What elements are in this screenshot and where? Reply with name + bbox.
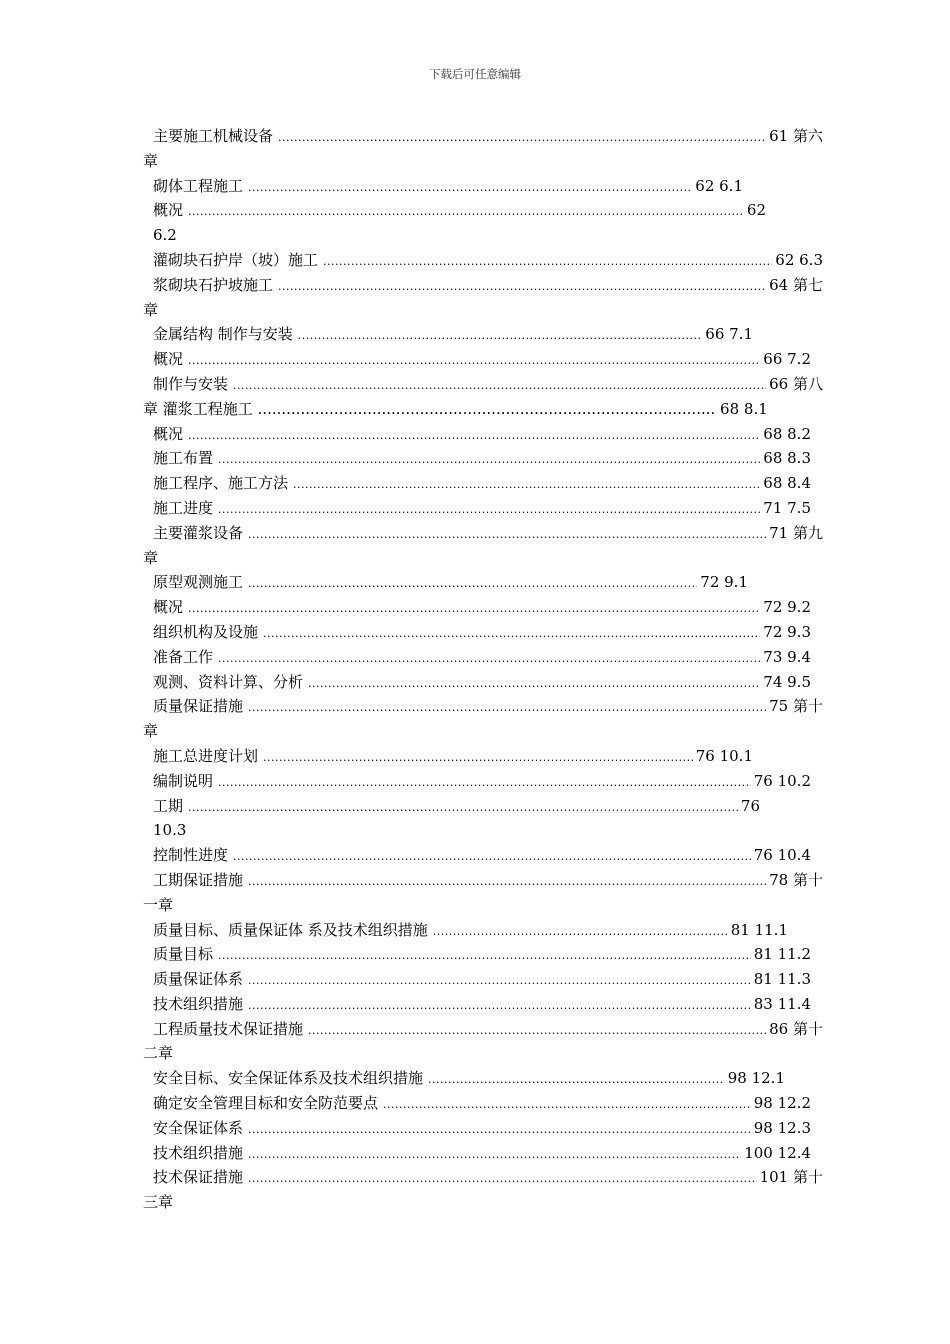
dot-leader xyxy=(278,275,766,298)
toc-entry-page: 76 xyxy=(740,796,760,815)
dot-leader xyxy=(218,448,760,471)
toc-entry xyxy=(143,1066,823,1091)
toc-entry-title: 确定安全管理目标和安全防范要点 xyxy=(153,1094,379,1113)
toc-entry-title: 灌砌块石护岸（坡）施工 xyxy=(153,250,319,269)
toc-entry xyxy=(143,967,823,992)
toc-entry xyxy=(143,496,823,521)
toc-entry-title: 主要施工机械设备 xyxy=(153,127,274,145)
toc-entry-page: 98 12.1 xyxy=(727,1069,785,1088)
toc-entry-title: 砌体工程施工 xyxy=(153,176,244,195)
toc-entry xyxy=(143,744,823,769)
dot-leader xyxy=(218,771,751,794)
toc-entry-title: 概况 xyxy=(153,598,184,617)
toc-continuation-line: 6.2 xyxy=(153,226,177,245)
toc-continuation-line: 章 xyxy=(143,548,159,567)
toc-entry-title: 原型观测施工 xyxy=(153,573,244,592)
dot-leader xyxy=(248,994,751,1017)
dot-leader xyxy=(248,696,766,719)
toc-continuation-line: 章 灌浆工程施工 ................................................................................................ 68 8.1 xyxy=(143,399,768,418)
toc-entry-title: 质量保证措施 xyxy=(153,697,244,716)
dot-leader xyxy=(323,250,772,273)
toc-entry-title: 准备工作 xyxy=(153,647,214,666)
toc-entry-title: 工期 xyxy=(153,796,184,815)
toc-entry-page: 61 第六 xyxy=(769,127,823,145)
toc-continuation-line: 二章 xyxy=(143,1044,174,1063)
toc-entry-title: 安全保证体系 xyxy=(153,1118,244,1137)
toc-entry-page: 72 9.3 xyxy=(763,622,811,641)
toc-entry-title: 工程质量技术保证措施 xyxy=(153,1019,304,1038)
dot-leader xyxy=(248,176,692,199)
toc-entry-title: 技术保证措施 xyxy=(153,1168,244,1187)
toc-entry-page: 76 10.4 xyxy=(753,846,811,865)
toc-entry-title: 施工总进度计划 xyxy=(153,746,259,765)
toc-entry xyxy=(143,1116,823,1141)
toc-entry xyxy=(143,694,823,719)
dot-leader xyxy=(308,1019,766,1042)
toc-entry-page: 72 9.1 xyxy=(700,573,748,592)
toc-entry xyxy=(143,1141,823,1166)
table-of-contents xyxy=(143,124,823,1215)
toc-entry-title: 浆砌块石护坡施工 xyxy=(153,275,274,294)
toc-entry-page: 68 8.2 xyxy=(763,424,811,443)
toc-entry-page: 66 第八 xyxy=(769,374,823,393)
toc-entry-title: 技术组织措施 xyxy=(153,994,244,1013)
toc-entry-page: 76 10.2 xyxy=(753,771,811,790)
toc-entry-title: 施工进度 xyxy=(153,498,214,517)
toc-entry xyxy=(143,769,823,794)
toc-entry-page: 66 7.1 xyxy=(705,325,753,344)
toc-continuation-line: 一章 xyxy=(143,895,174,914)
toc-entry xyxy=(143,918,823,943)
dot-leader xyxy=(188,200,744,223)
toc-entry-page: 76 10.1 xyxy=(695,746,753,765)
toc-entry xyxy=(143,595,823,620)
dot-leader xyxy=(248,969,751,992)
toc-entry xyxy=(143,372,823,397)
page-header: 下载后可任意编辑 xyxy=(429,67,521,81)
toc-entry-title: 概况 xyxy=(153,424,184,443)
toc-entry-page: 98 12.2 xyxy=(753,1094,811,1113)
toc-entry-page: 100 12.4 xyxy=(744,1143,811,1162)
dot-leader xyxy=(263,746,693,769)
toc-entry xyxy=(143,124,823,149)
dot-leader xyxy=(188,597,760,620)
toc-entry xyxy=(143,174,823,199)
toc-entry xyxy=(143,942,823,967)
toc-entry xyxy=(143,1017,823,1042)
toc-entry-page: 101 第十 xyxy=(759,1168,823,1187)
toc-entry-page: 78 第十 xyxy=(769,870,823,889)
toc-entry-page: 81 11.2 xyxy=(753,945,811,964)
dot-leader xyxy=(248,870,766,893)
toc-entry xyxy=(143,248,823,273)
toc-entry xyxy=(143,620,823,645)
toc-entry-page: 66 7.2 xyxy=(763,350,811,369)
toc-entry xyxy=(143,273,823,298)
toc-entry-title: 施工布置 xyxy=(153,449,214,468)
toc-entry-page: 62 6.1 xyxy=(695,176,743,195)
toc-entry-page: 98 12.3 xyxy=(753,1118,811,1137)
toc-entry-title: 质量目标、质量保证体 系及技术组织措施 xyxy=(153,920,428,939)
dot-leader xyxy=(248,1167,757,1190)
dot-leader xyxy=(218,944,751,967)
toc-entry xyxy=(143,347,823,372)
dot-leader xyxy=(188,349,760,372)
toc-entry-page: 74 9.5 xyxy=(763,672,811,691)
dot-leader xyxy=(233,374,766,397)
toc-entry-page: 64 第七 xyxy=(769,275,823,294)
toc-entry-page: 81 11.3 xyxy=(753,970,811,989)
toc-entry-title: 观测、资料计算、分析 xyxy=(153,672,304,691)
dot-leader xyxy=(188,796,738,819)
dot-leader xyxy=(248,1118,751,1141)
toc-entry xyxy=(143,868,823,893)
toc-entry-page: 75 第十 xyxy=(769,697,823,716)
dot-leader xyxy=(433,920,728,943)
toc-entry-page: 62 6.3 xyxy=(775,250,823,269)
dot-leader xyxy=(248,1143,741,1166)
toc-entry xyxy=(143,1091,823,1116)
dot-leader xyxy=(188,424,760,447)
toc-entry-page: 81 11.1 xyxy=(730,920,788,939)
toc-entry-title: 技术组织措施 xyxy=(153,1143,244,1162)
toc-entry xyxy=(143,471,823,496)
toc-entry xyxy=(143,198,823,223)
toc-entry-page: 83 11.4 xyxy=(753,994,811,1013)
toc-entry xyxy=(143,843,823,868)
toc-entry-title: 安全目标、安全保证体系及技术组织措施 xyxy=(153,1069,424,1088)
dot-leader xyxy=(218,647,760,670)
toc-entry-title: 工期保证措施 xyxy=(153,870,244,889)
toc-continuation-line: 章 xyxy=(143,300,159,319)
toc-entry xyxy=(143,670,823,695)
toc-entry xyxy=(143,422,823,447)
toc-entry xyxy=(143,570,823,595)
dot-leader xyxy=(278,126,766,149)
toc-entry-title: 质量保证体系 xyxy=(153,970,244,989)
toc-entry-page: 73 9.4 xyxy=(763,647,811,666)
toc-continuation-line: 章 xyxy=(143,151,159,170)
toc-entry-page: 68 8.3 xyxy=(763,449,811,468)
toc-entry-page: 71 7.5 xyxy=(763,498,811,517)
toc-entry-title: 金属结构 制作与安装 xyxy=(153,325,293,344)
toc-continuation-line: 章 xyxy=(143,722,159,741)
dot-leader xyxy=(233,845,751,868)
toc-entry-title: 质量目标 xyxy=(153,945,214,964)
dot-leader xyxy=(308,672,760,695)
toc-entry xyxy=(143,645,823,670)
toc-entry-page: 62 xyxy=(746,201,766,220)
toc-entry-title: 施工程序、施工方法 xyxy=(153,474,289,493)
dot-leader xyxy=(298,324,703,347)
toc-entry-title: 概况 xyxy=(153,201,184,220)
toc-entry-title: 主要灌浆设备 xyxy=(153,523,244,542)
dot-leader xyxy=(263,622,760,645)
toc-entry-page: 71 第九 xyxy=(769,523,823,542)
toc-entry-title: 制作与安装 xyxy=(153,374,229,393)
toc-entry xyxy=(143,794,823,819)
dot-leader xyxy=(428,1068,725,1091)
toc-entry xyxy=(143,521,823,546)
toc-entry-page: 68 8.4 xyxy=(763,474,811,493)
toc-entry-title: 概况 xyxy=(153,350,184,369)
toc-entry-title: 组织机构及设施 xyxy=(153,622,259,641)
toc-entry xyxy=(143,1165,823,1190)
toc-continuation-line: 三章 xyxy=(143,1193,174,1212)
toc-continuation-line: 10.3 xyxy=(153,821,187,840)
toc-entry xyxy=(143,322,823,347)
toc-entry-title: 编制说明 xyxy=(153,771,214,790)
toc-entry-page: 86 第十 xyxy=(769,1019,823,1038)
dot-leader xyxy=(248,572,697,595)
toc-entry-title: 控制性进度 xyxy=(153,846,229,865)
toc-entry-page: 72 9.2 xyxy=(763,598,811,617)
dot-leader xyxy=(293,473,760,496)
toc-entry xyxy=(143,446,823,471)
dot-leader xyxy=(383,1093,751,1116)
dot-leader xyxy=(248,523,766,546)
dot-leader xyxy=(218,498,760,521)
toc-entry xyxy=(143,992,823,1017)
